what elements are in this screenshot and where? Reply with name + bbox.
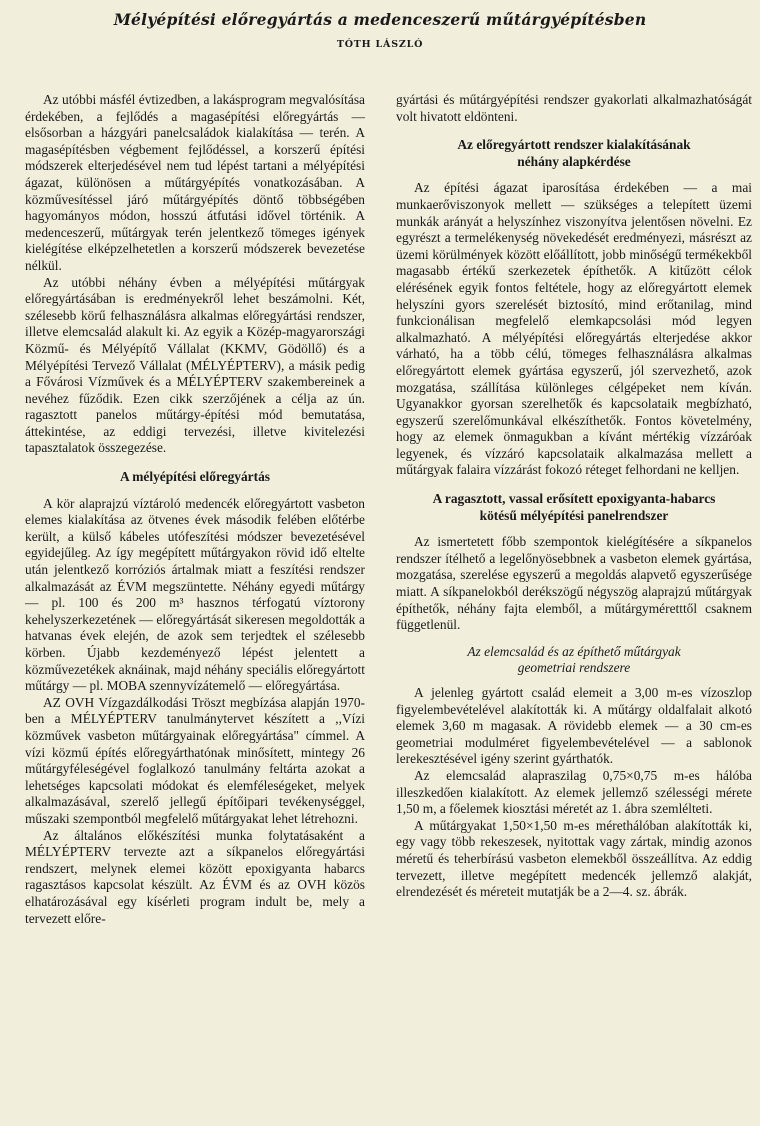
heading-line: geometriai rendszere <box>517 660 631 676</box>
heading-line: néhány alapkérdése <box>517 153 631 169</box>
subsection-heading-elemcsalad <box>396 644 752 677</box>
heading-line: kötésű mélyépítési panelrendszer <box>479 507 669 523</box>
heading-line: Az előregyártott rendszer kialakításának <box>457 137 691 153</box>
paragraph: Az ismertetett főbb szempontok kielégítésére a síkpanelos rendszer ítélhető a legelőnyösebbnek a vasbeton elemek gyártása, mozgatása, szerelése egyszerű a megoldás alapvető egyszerűsége miatt. A síkpanelokból derékszögű négyszög alaprajzú műtárgyak építhetők, néhány fajta elemből, a műtárgyméretttől csaknem függetlenül. <box>396 534 752 633</box>
right-column <box>396 92 752 901</box>
section-heading-kialakitas <box>396 137 752 170</box>
article-title: Mélyépítési előregyártás a medenceszerű műtárgyépítésben <box>113 10 647 29</box>
paragraph: Az általános előkészítési munka folytatásaként a MÉLYÉPTERV tervezte azt a síkpanelos előregyártási rendszert, melynek elemei között epoxigyanta habarcs ragasztásos kapcsolat készült. Az ÉVM és az OVH közös elhatározásával egy kísérleti program indult be, mely a tervezett előre- <box>25 827 365 926</box>
paragraph: AZ OVH Vízgazdálkodási Tröszt megbízása alapján 1970-ben a MÉLYÉPTERV tanulmánytervet készített a ,,Vízi közművek vasbeton műtárgyainak előregyártása" címmel. A vízi közmű építés előregyárthatónak minősített, mintegy 26 műtárgyféleségével foglalkozó tanulmány feltárta azokat a lehetséges kapcsolati módokat és elemféleségeket, melyek alkalmazásával, szerelő jellegű építőipari tevékenységgel, műszaki szempontból megfelelő műtárgyakat lehet létrehozni. <box>25 694 365 826</box>
section-heading-panelrendszer <box>396 491 752 524</box>
paragraph-continued: gyártási és műtárgyépítési rendszer gyakorlati alkalmazhatóságát volt hivatott eldönteni. <box>396 92 752 124</box>
paragraph: Az elemcsalád alapraszilag 0,75×0,75 m-es hálóba illeszkedően kialakított. Az elemek jellemző szélességi mérete 1,50 m, a főelemek kiosztási méretét az 1. ábra szemlélteti. <box>396 767 752 817</box>
paragraph: Az utóbbi néhány évben a mélyépítési műtárgyak előregyártásában is eredményekről lehet beszámolni. Két, szélesebb körű felhasználásra alkalmas előregyártási rendszer, illetve elemcsalád alakult ki. Az egyik a Közép-magyarországi Közmű- és Mélyépítő Vállalat (KKMV, Gödöllő) és a Mélyépítési Tervező Vállalat (MÉLYÉPTERV), a másik pedig a Fővárosi Vízművek és a MÉLYÉPTERV szakembereinek a nevéhez fűződik. Ezen cikk szerzőjének a célja az ún. ragasztott panelos műtárgy-építési mód bemutatása, áttekintése, az eddigi tervezési, illetve kivitelezési tapasztalatok összegezése. <box>25 274 365 456</box>
paragraph: A jelenleg gyártott család elemeit a 3,00 m-es vízoszlop figyelembevételével alakították ki. A műtárgy oldalfalait alkotó elemek 3,60 m magasak. A rövidebb elemek — a 30 cm-es geometriai modulméret figyelembevételével — a sablonok lerekesztésével igény szerint gyárthatók. <box>396 685 752 767</box>
section-heading-elogyartas: A mélyépítési előregyártás <box>120 469 270 485</box>
article-author: TÓTH LÁSZLÓ <box>336 39 424 50</box>
paragraph: Az utóbbi másfél évtizedben, a lakásprogram megvalósítása érdekében, a fejlődés a magasépítési előregyártás — elsősorban a házgyári panelcsaládok kialakítása — terén. A magasépítésben végbement fejlődéssel, a korszerű építési módszerek elterjedésével nem tud lépést tartani a mélyépítési ágazat, különösen a műtárgyépítés vonatkozásában. A közművesítéssel járó műtárgyépítés döntő többségében hagyományos módon, hosszú átfutási idővel történik. A medenceszerű, műtárgyak terén jelentkező tömeges igények kielégítése elképzelhetetlen a korszerű módszerek bevezetése nélkül. <box>25 92 365 273</box>
paragraph: A kör alaprajzú víztároló medencék előregyártott vasbeton elemes kialakítása az ötvenes évek második felében előtérbe került, a külső kábeles utófeszítési módszer bevezetésével egyidejűleg. Az így megépített műtárgyakon rövid idő eltelte után jelentkező korróziós ártalmak miatt a feszítési rendszer alkalmazását az ÉVM megszüntette. Néhány egyedi műtárgy — pl. 100 és 200 m³ hasznos térfogatú víztorony kehelyszerkezetének — előregyártását sikeresen megoldották a hatvanas évek elején, de azok sem terjedtek el szélesebb körben. Újabb kezdeményező lépést jelentett a közművezetékek aknáinak, majd néhány speciális előregyártott műtárgy — pl. MOBA szennyvízátemelő — előregyártása. <box>25 495 365 694</box>
paragraph: A műtárgyakat 1,50×1,50 m-es mérethálóban alakították ki, egy vagy több rekeszesek, nyitottak vagy zártak, mindig azonos méretű és teherbírású vasbeton elemekből összeállítva. Az eddig tervezett, illetve megépített medencék jellemző alakját, elrendezését és méreteit mutatják be a 2—4. sz. ábrák. <box>396 817 752 900</box>
paragraph: Az építési ágazat iparosítása érdekében — a mai munkaerőviszonyok mellett — szükséges a telepített üzemi munkák arányát a helyszínhez viszonyítva jelentősen növelni. Ez egyrészt a termelékenység növekedését eredményezi, másrészt az üzemi körülmények között előállított, jobb minőségű termékekből magasabb értékű szerkezetek építhetők. A kitűzött célok elérésének egyik fontos feltétele, hogy az előregyártott elemek helyszíni gyors szerelését biztosító, mind erőtanilag, mind funkcionálisan megfelelő elemkapcsolási mód legyen alkalmazható. A mélyépítési előregyártás elterjedése akkor várható, ha a több célú, tömeges felhasználásra alkalmas előregyártott elemek gyártása egyszerű, jól szervezhető, azok mozgatása, szállítása különleges célgépeket nem kíván. Ugyanakkor gyorsan szerelhetők és kapcsolataik megbízható, egyszerű szerelőmunkával elkészíthetők. Fontos követelmény, hogy az elemek önmagukban a kívánt mértékig vízzáróak legyenek, és vízzáró kapcsolataik alkalmazása mellett a műtárgyak falaira vízzárást fokozó réteget felhordani ne kelljen. <box>396 180 752 478</box>
heading-line: A ragasztott, vassal erősített epoxigyanta-habarcs <box>432 491 716 507</box>
heading-line: Az elemcsalád és az építhető műtárgyak <box>467 643 681 659</box>
left-column <box>25 92 365 927</box>
